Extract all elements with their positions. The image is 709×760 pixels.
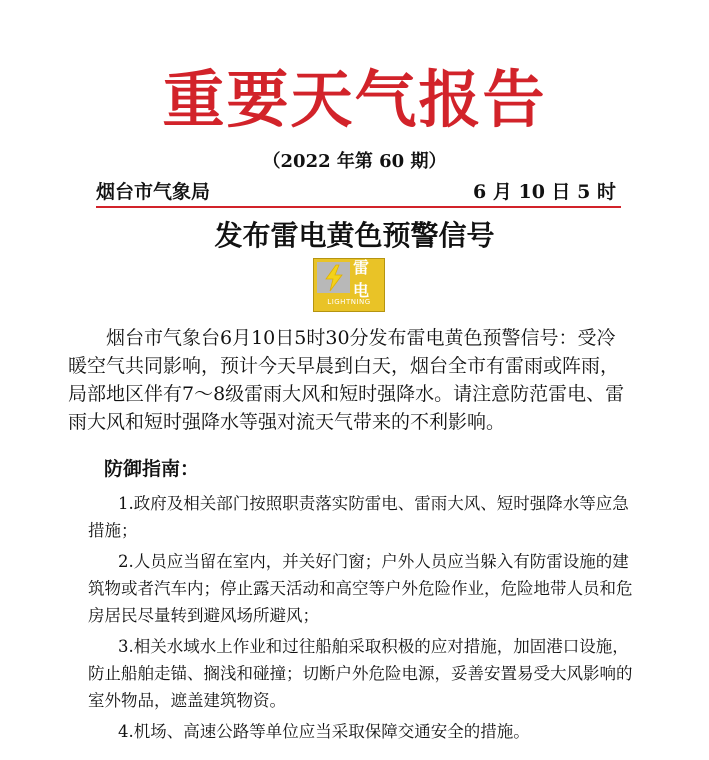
- red-divider: [96, 206, 621, 208]
- guide-list: [88, 490, 634, 749]
- lightning-bolt-icon: [317, 262, 350, 293]
- issue-number: （2022 年第 60 期）: [262, 151, 447, 172]
- issue-date: 6 月 10 日 5 时: [473, 181, 616, 203]
- guide-item: 2.人员应当留在室内，并关好门窗；户外人员应当躲入有防雷设施的建筑物或者汽车内；停止露天活动和高空等户外危险作业，危险地带人员和危房居民尽量转到避风场所避风；: [88, 552, 633, 625]
- signal-glyph: 雷电: [353, 257, 370, 300]
- warning-headline: 发布雷电黄色预警信号: [214, 219, 495, 252]
- lightning-warning-signal: [313, 258, 385, 312]
- guide-item: 1.政府及相关部门按照职责落实防雷电、雷雨大风、短时强降水等应急措施；: [88, 494, 629, 540]
- report-masthead: 重要天气报告: [162, 63, 547, 136]
- guide-title: 防御指南：: [104, 458, 200, 480]
- issuing-organization: 烟台市气象局: [96, 181, 211, 203]
- meta-row: [96, 180, 616, 206]
- signal-label: LIGHTNING: [327, 298, 371, 306]
- guide-item: 3.相关水域水上作业和过往船舶采取积极的应对措施，加固港口设施，防止船舶走锚、搁浅和碰撞；切断户外危险电源，妥善安置易受大风影响的室外物品，遮盖建筑物资。: [88, 637, 633, 710]
- guide-item: 4.机场、高速公路等单位应当采取保障交通安全的措施。: [118, 722, 530, 741]
- warning-body: 烟台市气象台6月10日5时30分发布雷电黄色预警信号：受冷暖空气共同影响，预计今天早晨到白天，烟台全市有雷雨或阵雨，局部地区伴有7～8级雷雨大风和短时强降水。请注意防范雷电、雷雨大风和短时强降水等强对流天气带来的不利影响。: [68, 327, 625, 433]
